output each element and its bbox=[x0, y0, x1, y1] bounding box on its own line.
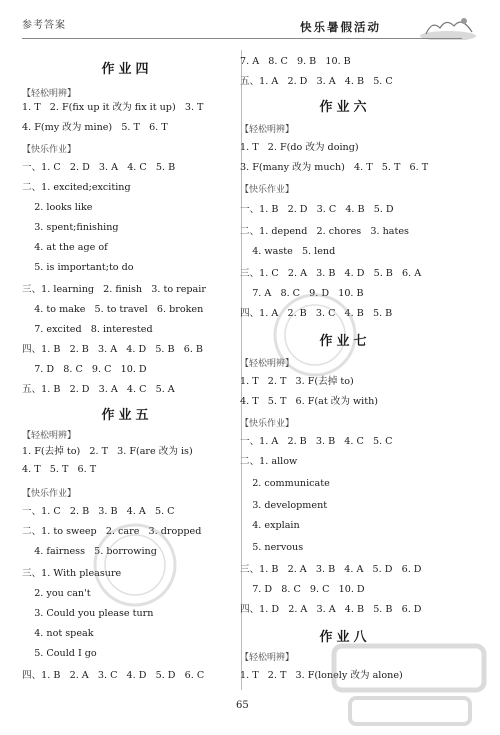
answer-line: 3. Could you please turn bbox=[22, 608, 154, 619]
watermark-stamp-icon bbox=[90, 520, 180, 610]
answer-line: 一、1. C 2. B 3. B 4. A 5. C bbox=[22, 506, 175, 517]
answer-line: 4. waste 5. lend bbox=[240, 246, 336, 257]
category-label: 【快乐作业】 bbox=[240, 419, 295, 429]
answer-line: 四、1. D 2. A 3. A 4. B 5. B 6. D bbox=[240, 604, 422, 615]
answer-line: 3. spent;finishing bbox=[22, 222, 119, 233]
answer-line: 4. to make 5. to travel 6. broken bbox=[22, 304, 204, 315]
category-label: 【快乐作业】 bbox=[22, 145, 77, 155]
answer-line: 1. F(去掉 to) 2. T 3. F(are 改为 is) bbox=[22, 446, 193, 457]
answer-line: 3. development bbox=[240, 500, 328, 511]
answer-line: 1. T 2. T 3. F(去掉 to) bbox=[240, 376, 354, 387]
answer-line: 一、1. C 2. D 3. A 4. C 5. B bbox=[22, 162, 176, 173]
answer-line: 7. D 8. C 9. C 10. D bbox=[22, 364, 147, 375]
answer-line: 一、1. A 2. B 3. B 4. C 5. C bbox=[240, 436, 393, 447]
answer-line: 5. is important;to do bbox=[22, 262, 134, 273]
answer-line: 7. excited 8. interested bbox=[22, 324, 153, 335]
answer-line: 三、1. C 2. A 3. B 4. D 5. B 6. A bbox=[240, 268, 422, 279]
answer-line: 4. not speak bbox=[22, 628, 94, 639]
section-title: 作业七 bbox=[319, 334, 371, 349]
answer-line: 7. D 8. C 9. C 10. D bbox=[240, 584, 365, 595]
section-title: 作业六 bbox=[319, 100, 371, 115]
answer-line: 二、1. to sweep 2. care 3. dropped bbox=[22, 526, 202, 537]
answer-line: 二、1. allow bbox=[240, 456, 298, 467]
answer-line: 2. communicate bbox=[240, 478, 330, 489]
answer-line: 五、1. B 2. D 3. A 4. C 5. A bbox=[22, 384, 175, 395]
category-label: 【快乐作业】 bbox=[22, 489, 77, 499]
watermark-stamp-icon bbox=[270, 290, 360, 380]
answer-line: 二、1. depend 2. chores 3. hates bbox=[240, 226, 409, 237]
answer-line: 3. F(many 改为 much) 4. T 5. T 6. T bbox=[240, 162, 429, 173]
answer-line: 四、1. B 2. B 3. A 4. D 5. B 6. B bbox=[22, 344, 203, 355]
answer-line: 5. Could I go bbox=[22, 648, 97, 659]
answer-line: 四、1. B 2. A 3. C 4. D 5. D 6. C bbox=[22, 670, 205, 681]
header-decoration-icon bbox=[418, 14, 478, 40]
answer-line: 4. T 5. T 6. F(at 改为 with) bbox=[240, 396, 379, 407]
category-label: 【轻松明辨】 bbox=[240, 125, 295, 135]
answer-line: 2. you can't bbox=[22, 588, 91, 599]
answer-line: 1. T 2. F(fix up it 改为 fix it up) 3. T bbox=[22, 102, 204, 113]
section-title: 作业四 bbox=[101, 62, 153, 77]
answer-line: 7. A 8. C 9. D 10. B bbox=[240, 288, 364, 299]
answer-line: 三、1. With pleasure bbox=[22, 568, 122, 579]
header-right bbox=[300, 14, 480, 40]
answer-line: 4. T 5. T 6. T bbox=[22, 464, 97, 475]
category-label: 【快乐作业】 bbox=[240, 185, 295, 195]
answer-line: 4. F(my 改为 mine) 5. T 6. T bbox=[22, 122, 168, 133]
watermark-logo-icon bbox=[330, 640, 490, 730]
header-rule bbox=[22, 38, 462, 39]
category-label: 【轻松明辨】 bbox=[240, 359, 295, 369]
answer-line: 7. A 8. C 9. B 10. B bbox=[240, 56, 351, 67]
answer-line: 二、1. excited;exciting bbox=[22, 182, 131, 193]
answer-line: 5. nervous bbox=[240, 542, 304, 553]
answer-line: 三、1. learning 2. finish 3. to repair bbox=[22, 284, 206, 295]
category-label: 【轻松明辨】 bbox=[22, 89, 77, 99]
page-number: 65 bbox=[236, 700, 249, 711]
answer-line: 1. T 2. T 3. F(lonely 改为 alone) bbox=[240, 670, 403, 681]
answer-line: 4. at the age of bbox=[22, 242, 108, 253]
category-label: 【轻松明辨】 bbox=[240, 653, 295, 663]
section-title: 作业五 bbox=[101, 408, 153, 423]
answer-line: 四、1. A 2. B 3. C 4. B 5. B bbox=[240, 308, 393, 319]
answer-line: 五、1. A 2. D 3. A 4. B 5. C bbox=[240, 76, 393, 87]
header-left: 参考答案 bbox=[22, 20, 66, 31]
answer-line: 三、1. B 2. A 3. B 4. A 5. D 6. D bbox=[240, 564, 422, 575]
category-label: 【轻松明辨】 bbox=[22, 431, 77, 441]
answer-line: 4. fairness 5. borrowing bbox=[22, 546, 157, 557]
answer-line: 2. looks like bbox=[22, 202, 93, 213]
answer-line: 1. T 2. F(do 改为 doing) bbox=[240, 142, 359, 153]
section-title: 作业八 bbox=[319, 630, 371, 645]
answer-line: 一、1. B 2. D 3. C 4. B 5. D bbox=[240, 204, 394, 215]
header-title: 快乐暑假活动 bbox=[300, 20, 381, 34]
answer-line: 4. explain bbox=[240, 520, 300, 531]
